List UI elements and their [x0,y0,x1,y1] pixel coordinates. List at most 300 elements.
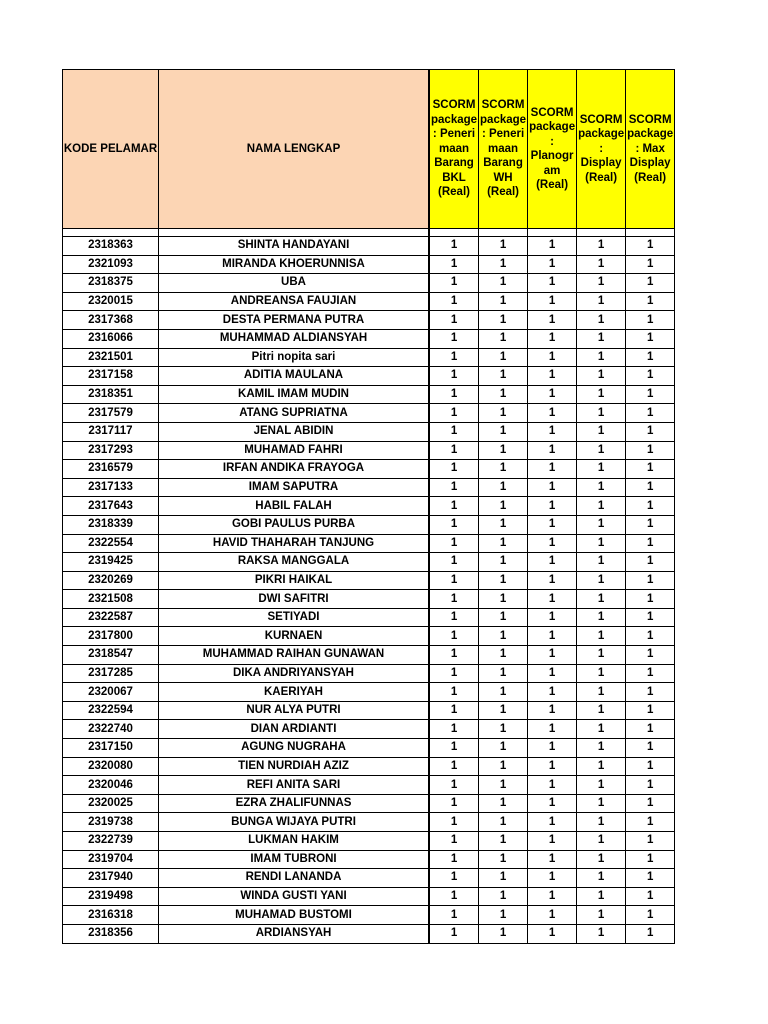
cell-scorm-wh[interactable]: 1 [479,478,528,497]
spreadsheet-sheet [62,69,675,944]
cell-scorm-planogram[interactable]: 1 [528,590,577,609]
cell-scorm-wh[interactable]: 1 [479,794,528,813]
cell-scorm-max-display[interactable]: 1 [626,478,675,497]
cell-scorm-bkl[interactable]: 1 [430,497,479,516]
cell-nama-lengkap[interactable]: IMAM TUBRONI [159,850,429,869]
cell-scorm-bkl[interactable]: 1 [430,534,479,553]
cell-scorm-planogram[interactable]: 1 [528,497,577,516]
cell-kode-pelamar[interactable]: 2316066 [63,329,159,348]
cell-scorm-wh[interactable]: 1 [479,571,528,590]
cell-scorm-max-display[interactable]: 1 [626,813,675,832]
cell-scorm-max-display[interactable]: 1 [626,869,675,888]
table-row [63,739,675,758]
cell-scorm-bkl[interactable]: 1 [430,776,479,795]
cell-scorm-bkl[interactable]: 1 [430,683,479,702]
cell-scorm-display[interactable]: 1 [577,887,626,906]
cell-kode-pelamar[interactable]: 2317579 [63,404,159,423]
cell-kode-pelamar[interactable]: 2322739 [63,832,159,851]
cell-scorm-wh[interactable]: 1 [479,850,528,869]
cell-scorm-wh[interactable]: 1 [479,720,528,739]
cell-scorm-planogram[interactable]: 1 [528,813,577,832]
cell-scorm-planogram[interactable]: 1 [528,627,577,646]
cell-scorm-max-display[interactable]: 1 [626,385,675,404]
table-row [63,794,675,813]
cell-kode-pelamar[interactable]: 2320080 [63,757,159,776]
cell-scorm-planogram[interactable]: 1 [528,404,577,423]
cell-scorm-bkl[interactable]: 1 [430,441,479,460]
cell-kode-pelamar[interactable]: 2320046 [63,776,159,795]
cell-scorm-wh[interactable]: 1 [479,422,528,441]
cell-kode-pelamar[interactable]: 2318356 [63,924,159,943]
cell-scorm-planogram[interactable]: 1 [528,534,577,553]
cell-nama-lengkap[interactable]: MUHAMMAD ALDIANSYAH [159,329,429,348]
cell-kode-pelamar[interactable]: 2317133 [63,478,159,497]
cell-scorm-wh[interactable]: 1 [479,274,528,293]
cell-kode-pelamar[interactable]: 2317158 [63,367,159,386]
table-row [63,683,675,702]
cell-nama-lengkap[interactable]: IMAM SAPUTRA [159,478,429,497]
cell-scorm-display[interactable]: 1 [577,422,626,441]
cell-nama-lengkap[interactable]: DIKA ANDRIYANSYAH [159,664,429,683]
cell-nama-lengkap[interactable]: WINDA GUSTI YANI [159,887,429,906]
cell-nama-lengkap[interactable]: PIKRI HAIKAL [159,571,429,590]
cell-kode-pelamar[interactable]: 2318547 [63,646,159,665]
cell-scorm-wh[interactable]: 1 [479,311,528,330]
cell-scorm-display[interactable]: 1 [577,460,626,479]
table-row [63,367,675,386]
cell-scorm-display[interactable]: 1 [577,608,626,627]
cell-scorm-planogram[interactable]: 1 [528,478,577,497]
cell-scorm-display[interactable]: 1 [577,906,626,925]
cell-scorm-max-display[interactable]: 1 [626,292,675,311]
cell-kode-pelamar[interactable]: 2317368 [63,311,159,330]
cell-scorm-max-display[interactable]: 1 [626,553,675,572]
cell-nama-lengkap[interactable]: DESTA PERMANA PUTRA [159,311,429,330]
cell-scorm-planogram[interactable]: 1 [528,887,577,906]
cell-scorm-max-display[interactable]: 1 [626,739,675,758]
cell-scorm-wh[interactable]: 1 [479,590,528,609]
cell-scorm-max-display[interactable]: 1 [626,515,675,534]
cell-scorm-display[interactable]: 1 [577,385,626,404]
cell-nama-lengkap[interactable]: KAMIL IMAM MUDIN [159,385,429,404]
table-body [63,237,675,944]
cell-scorm-wh[interactable]: 1 [479,237,528,256]
cell-scorm-wh[interactable]: 1 [479,404,528,423]
cell-nama-lengkap[interactable]: EZRA ZHALIFUNNAS [159,794,429,813]
cell-scorm-wh[interactable]: 1 [479,627,528,646]
cell-scorm-wh[interactable]: 1 [479,460,528,479]
cell-scorm-wh[interactable]: 1 [479,515,528,534]
cell-scorm-bkl[interactable]: 1 [430,422,479,441]
cell-kode-pelamar[interactable]: 2319704 [63,850,159,869]
cell-scorm-display[interactable]: 1 [577,329,626,348]
cell-nama-lengkap[interactable]: UBA [159,274,429,293]
cell-kode-pelamar[interactable]: 2321508 [63,590,159,609]
cell-kode-pelamar[interactable]: 2317643 [63,497,159,516]
cell-scorm-planogram[interactable]: 1 [528,255,577,274]
cell-scorm-bkl[interactable]: 1 [430,664,479,683]
cell-scorm-bkl[interactable]: 1 [430,460,479,479]
cell-scorm-planogram[interactable]: 1 [528,757,577,776]
cell-scorm-wh[interactable]: 1 [479,292,528,311]
cell-scorm-max-display[interactable]: 1 [626,794,675,813]
cell-scorm-wh[interactable]: 1 [479,683,528,702]
cell-nama-lengkap[interactable]: TIEN NURDIAH AZIZ [159,757,429,776]
cell-nama-lengkap[interactable]: DWI SAFITRI [159,590,429,609]
table-row [63,832,675,851]
cell-scorm-bkl[interactable]: 1 [430,385,479,404]
cell-scorm-max-display[interactable]: 1 [626,776,675,795]
cell-scorm-display[interactable]: 1 [577,739,626,758]
cell-scorm-display[interactable]: 1 [577,701,626,720]
cell-scorm-planogram[interactable]: 1 [528,608,577,627]
cell-scorm-max-display[interactable]: 1 [626,534,675,553]
cell-kode-pelamar[interactable]: 2317293 [63,441,159,460]
cell-scorm-bkl[interactable]: 1 [430,311,479,330]
cell-scorm-bkl[interactable]: 1 [430,348,479,367]
cell-scorm-max-display[interactable]: 1 [626,683,675,702]
spacer-cell [479,229,528,237]
cell-kode-pelamar[interactable]: 2322587 [63,608,159,627]
cell-kode-pelamar[interactable]: 2322554 [63,534,159,553]
cell-scorm-max-display[interactable]: 1 [626,664,675,683]
cell-nama-lengkap[interactable]: GOBI PAULUS PURBA [159,515,429,534]
header-nama-lengkap[interactable]: NAMA LENGKAP [159,70,429,229]
cell-scorm-bkl[interactable]: 1 [430,608,479,627]
cell-scorm-max-display[interactable]: 1 [626,348,675,367]
cell-kode-pelamar[interactable]: 2319498 [63,887,159,906]
spacer-cell [63,229,159,237]
cell-nama-lengkap[interactable]: AGUNG NUGRAHA [159,739,429,758]
cell-scorm-planogram[interactable]: 1 [528,571,577,590]
cell-scorm-display[interactable]: 1 [577,924,626,943]
header-scorm-display[interactable]: SCORM package : Display (Real) [577,70,626,229]
cell-scorm-planogram[interactable]: 1 [528,441,577,460]
cell-scorm-wh[interactable]: 1 [479,497,528,516]
cell-scorm-planogram[interactable]: 1 [528,460,577,479]
cell-scorm-display[interactable]: 1 [577,292,626,311]
cell-nama-lengkap[interactable]: DIAN ARDIANTI [159,720,429,739]
cell-scorm-display[interactable]: 1 [577,794,626,813]
cell-scorm-wh[interactable]: 1 [479,757,528,776]
cell-scorm-display[interactable]: 1 [577,646,626,665]
cell-scorm-planogram[interactable]: 1 [528,794,577,813]
table-row [63,813,675,832]
cell-kode-pelamar[interactable]: 2318339 [63,515,159,534]
cell-scorm-max-display[interactable]: 1 [626,757,675,776]
cell-scorm-bkl[interactable]: 1 [430,274,479,293]
cell-scorm-planogram[interactable]: 1 [528,832,577,851]
cell-scorm-bkl[interactable]: 1 [430,255,479,274]
cell-scorm-display[interactable]: 1 [577,869,626,888]
cell-scorm-max-display[interactable]: 1 [626,329,675,348]
cell-scorm-display[interactable]: 1 [577,590,626,609]
cell-scorm-bkl[interactable]: 1 [430,571,479,590]
cell-scorm-display[interactable]: 1 [577,255,626,274]
cell-scorm-bkl[interactable]: 1 [430,478,479,497]
cell-kode-pelamar[interactable]: 2321093 [63,255,159,274]
cell-scorm-wh[interactable]: 1 [479,869,528,888]
cell-scorm-planogram[interactable]: 1 [528,367,577,386]
cell-scorm-wh[interactable]: 1 [479,739,528,758]
cell-scorm-max-display[interactable]: 1 [626,422,675,441]
cell-kode-pelamar[interactable]: 2320067 [63,683,159,702]
cell-scorm-bkl[interactable]: 1 [430,329,479,348]
cell-scorm-display[interactable]: 1 [577,832,626,851]
cell-scorm-bkl[interactable]: 1 [430,627,479,646]
cell-scorm-planogram[interactable]: 1 [528,311,577,330]
cell-scorm-wh[interactable]: 1 [479,534,528,553]
cell-scorm-wh[interactable]: 1 [479,776,528,795]
cell-scorm-bkl[interactable]: 1 [430,367,479,386]
table-row [63,850,675,869]
header-scorm-bkl[interactable]: SCORM package : Peneri maan Barang BKL (Real) [430,70,479,229]
cell-scorm-max-display[interactable]: 1 [626,646,675,665]
cell-scorm-wh[interactable]: 1 [479,813,528,832]
cell-scorm-bkl[interactable]: 1 [430,553,479,572]
cell-scorm-max-display[interactable]: 1 [626,627,675,646]
table-row [63,757,675,776]
cell-scorm-bkl[interactable]: 1 [430,646,479,665]
table-row [63,255,675,274]
cell-nama-lengkap[interactable]: MIRANDA KHOERUNNISA [159,255,429,274]
cell-scorm-display[interactable]: 1 [577,664,626,683]
cell-kode-pelamar[interactable]: 2321501 [63,348,159,367]
cell-kode-pelamar[interactable]: 2317940 [63,869,159,888]
cell-scorm-display[interactable]: 1 [577,683,626,702]
cell-kode-pelamar[interactable]: 2322740 [63,720,159,739]
cell-scorm-bkl[interactable]: 1 [430,720,479,739]
cell-scorm-display[interactable]: 1 [577,534,626,553]
cell-nama-lengkap[interactable]: HAVID THAHARAH TANJUNG [159,534,429,553]
cell-scorm-wh[interactable]: 1 [479,608,528,627]
table-row [63,534,675,553]
cell-scorm-wh[interactable]: 1 [479,441,528,460]
cell-scorm-planogram[interactable]: 1 [528,906,577,925]
cell-scorm-planogram[interactable]: 1 [528,924,577,943]
cell-scorm-display[interactable]: 1 [577,497,626,516]
cell-scorm-max-display[interactable]: 1 [626,832,675,851]
cell-scorm-planogram[interactable]: 1 [528,422,577,441]
cell-scorm-planogram[interactable]: 1 [528,776,577,795]
table-row [63,460,675,479]
cell-scorm-wh[interactable]: 1 [479,646,528,665]
cell-scorm-bkl[interactable]: 1 [430,869,479,888]
table-row [63,292,675,311]
cell-scorm-display[interactable]: 1 [577,720,626,739]
cell-scorm-bkl[interactable]: 1 [430,515,479,534]
spacer-cell [430,229,479,237]
cell-scorm-planogram[interactable]: 1 [528,739,577,758]
cell-scorm-bkl[interactable]: 1 [430,757,479,776]
cell-scorm-max-display[interactable]: 1 [626,608,675,627]
cell-scorm-wh[interactable]: 1 [479,329,528,348]
cell-scorm-display[interactable]: 1 [577,850,626,869]
cell-kode-pelamar[interactable]: 2317285 [63,664,159,683]
cell-scorm-max-display[interactable]: 1 [626,924,675,943]
cell-scorm-bkl[interactable]: 1 [430,590,479,609]
cell-nama-lengkap[interactable]: ARDIANSYAH [159,924,429,943]
header-scorm-wh[interactable]: SCORM package : Peneri maan Barang WH (Real) [479,70,528,229]
cell-kode-pelamar[interactable]: 2319738 [63,813,159,832]
cell-scorm-bkl[interactable]: 1 [430,794,479,813]
cell-scorm-max-display[interactable]: 1 [626,460,675,479]
table-row [63,608,675,627]
cell-scorm-display[interactable]: 1 [577,571,626,590]
cell-nama-lengkap[interactable]: ATANG SUPRIATNA [159,404,429,423]
cell-kode-pelamar[interactable]: 2317800 [63,627,159,646]
cell-scorm-max-display[interactable]: 1 [626,590,675,609]
cell-kode-pelamar[interactable]: 2318363 [63,237,159,256]
cell-kode-pelamar[interactable]: 2322594 [63,701,159,720]
cell-scorm-bkl[interactable]: 1 [430,237,479,256]
cell-scorm-bkl[interactable]: 1 [430,850,479,869]
cell-scorm-max-display[interactable]: 1 [626,441,675,460]
cell-kode-pelamar[interactable]: 2318351 [63,385,159,404]
header-scorm-planogram[interactable]: SCORM package : Planogr am (Real) [528,70,577,229]
cell-scorm-wh[interactable]: 1 [479,906,528,925]
cell-scorm-display[interactable]: 1 [577,441,626,460]
table-row [63,924,675,943]
cell-nama-lengkap[interactable]: RAKSA MANGGALA [159,553,429,572]
cell-kode-pelamar[interactable]: 2320269 [63,571,159,590]
cell-kode-pelamar[interactable]: 2317117 [63,422,159,441]
table-row [63,422,675,441]
cell-scorm-planogram[interactable]: 1 [528,850,577,869]
cell-scorm-wh[interactable]: 1 [479,348,528,367]
cell-scorm-bkl[interactable]: 1 [430,292,479,311]
cell-scorm-wh[interactable]: 1 [479,553,528,572]
cell-scorm-bkl[interactable]: 1 [430,924,479,943]
cell-kode-pelamar[interactable]: 2320015 [63,292,159,311]
cell-nama-lengkap[interactable]: HABIL FALAH [159,497,429,516]
cell-scorm-bkl[interactable]: 1 [430,813,479,832]
cell-scorm-planogram[interactable]: 1 [528,701,577,720]
cell-nama-lengkap[interactable]: RENDI LANANDA [159,869,429,888]
cell-scorm-bkl[interactable]: 1 [430,739,479,758]
cell-scorm-bkl[interactable]: 1 [430,906,479,925]
cell-scorm-wh[interactable]: 1 [479,664,528,683]
cell-scorm-max-display[interactable]: 1 [626,311,675,330]
cell-scorm-display[interactable]: 1 [577,776,626,795]
header-scorm-max-display[interactable]: SCORM package : Max Display (Real) [626,70,675,229]
cell-nama-lengkap[interactable]: ADITIA MAULANA [159,367,429,386]
cell-scorm-planogram[interactable]: 1 [528,385,577,404]
cell-scorm-display[interactable]: 1 [577,237,626,256]
cell-scorm-max-display[interactable]: 1 [626,367,675,386]
cell-scorm-max-display[interactable]: 1 [626,701,675,720]
cell-nama-lengkap[interactable]: SETIYADI [159,608,429,627]
cell-scorm-max-display[interactable]: 1 [626,720,675,739]
cell-kode-pelamar[interactable]: 2319425 [63,553,159,572]
cell-scorm-max-display[interactable]: 1 [626,274,675,293]
cell-nama-lengkap[interactable]: ANDREANSA FAUJIAN [159,292,429,311]
cell-scorm-max-display[interactable]: 1 [626,906,675,925]
cell-scorm-max-display[interactable]: 1 [626,850,675,869]
cell-scorm-display[interactable]: 1 [577,627,626,646]
cell-scorm-display[interactable]: 1 [577,404,626,423]
cell-kode-pelamar[interactable]: 2317150 [63,739,159,758]
table-row [63,571,675,590]
cell-scorm-planogram[interactable]: 1 [528,869,577,888]
cell-scorm-bkl[interactable]: 1 [430,701,479,720]
cell-nama-lengkap[interactable]: IRFAN ANDIKA FRAYOGA [159,460,429,479]
cell-scorm-wh[interactable]: 1 [479,255,528,274]
cell-scorm-display[interactable]: 1 [577,757,626,776]
cell-scorm-wh[interactable]: 1 [479,832,528,851]
cell-scorm-display[interactable]: 1 [577,274,626,293]
cell-scorm-planogram[interactable]: 1 [528,515,577,534]
cell-scorm-display[interactable]: 1 [577,367,626,386]
cell-scorm-planogram[interactable]: 1 [528,274,577,293]
cell-nama-lengkap[interactable]: KURNAEN [159,627,429,646]
cell-nama-lengkap[interactable]: REFI ANITA SARI [159,776,429,795]
cell-scorm-display[interactable]: 1 [577,478,626,497]
cell-scorm-bkl[interactable]: 1 [430,404,479,423]
cell-scorm-wh[interactable]: 1 [479,385,528,404]
cell-scorm-max-display[interactable]: 1 [626,887,675,906]
cell-scorm-display[interactable]: 1 [577,813,626,832]
cell-scorm-planogram[interactable]: 1 [528,292,577,311]
table-row [63,237,675,256]
cell-nama-lengkap[interactable]: LUKMAN HAKIM [159,832,429,851]
cell-kode-pelamar[interactable]: 2316318 [63,906,159,925]
cell-scorm-planogram[interactable]: 1 [528,683,577,702]
table-row [63,311,675,330]
cell-kode-pelamar[interactable]: 2318375 [63,274,159,293]
spacer-row [63,229,675,237]
cell-nama-lengkap[interactable]: BUNGA WIJAYA PUTRI [159,813,429,832]
cell-scorm-wh[interactable]: 1 [479,367,528,386]
cell-scorm-wh[interactable]: 1 [479,924,528,943]
cell-scorm-display[interactable]: 1 [577,348,626,367]
cell-scorm-planogram[interactable]: 1 [528,646,577,665]
cell-scorm-planogram[interactable]: 1 [528,237,577,256]
cell-nama-lengkap[interactable]: SHINTA HANDAYANI [159,237,429,256]
cell-scorm-display[interactable]: 1 [577,553,626,572]
cell-scorm-wh[interactable]: 1 [479,701,528,720]
table-row [63,515,675,534]
cell-scorm-planogram[interactable]: 1 [528,329,577,348]
cell-nama-lengkap[interactable]: NUR ALYA PUTRI [159,701,429,720]
cell-nama-lengkap[interactable]: KAERIYAH [159,683,429,702]
cell-scorm-max-display[interactable]: 1 [626,404,675,423]
cell-scorm-display[interactable]: 1 [577,515,626,534]
cell-scorm-planogram[interactable]: 1 [528,664,577,683]
cell-nama-lengkap[interactable]: MUHAMMAD RAIHAN GUNAWAN [159,646,429,665]
cell-scorm-wh[interactable]: 1 [479,887,528,906]
header-kode-pelamar[interactable]: KODE PELAMAR [63,70,159,229]
table-row [63,274,675,293]
cell-nama-lengkap[interactable]: MUHAMAD FAHRI [159,441,429,460]
cell-nama-lengkap[interactable]: JENAL ABIDIN [159,422,429,441]
cell-scorm-max-display[interactable]: 1 [626,497,675,516]
cell-scorm-planogram[interactable]: 1 [528,720,577,739]
cell-kode-pelamar[interactable]: 2316579 [63,460,159,479]
applicant-score-table [62,69,675,944]
cell-nama-lengkap[interactable]: Pitri nopita sari [159,348,429,367]
cell-scorm-display[interactable]: 1 [577,311,626,330]
cell-scorm-planogram[interactable]: 1 [528,553,577,572]
cell-scorm-planogram[interactable]: 1 [528,348,577,367]
cell-scorm-bkl[interactable]: 1 [430,832,479,851]
cell-scorm-max-display[interactable]: 1 [626,255,675,274]
cell-kode-pelamar[interactable]: 2320025 [63,794,159,813]
cell-scorm-max-display[interactable]: 1 [626,571,675,590]
cell-scorm-max-display[interactable]: 1 [626,237,675,256]
cell-scorm-bkl[interactable]: 1 [430,887,479,906]
cell-nama-lengkap[interactable]: MUHAMAD BUSTOMI [159,906,429,925]
